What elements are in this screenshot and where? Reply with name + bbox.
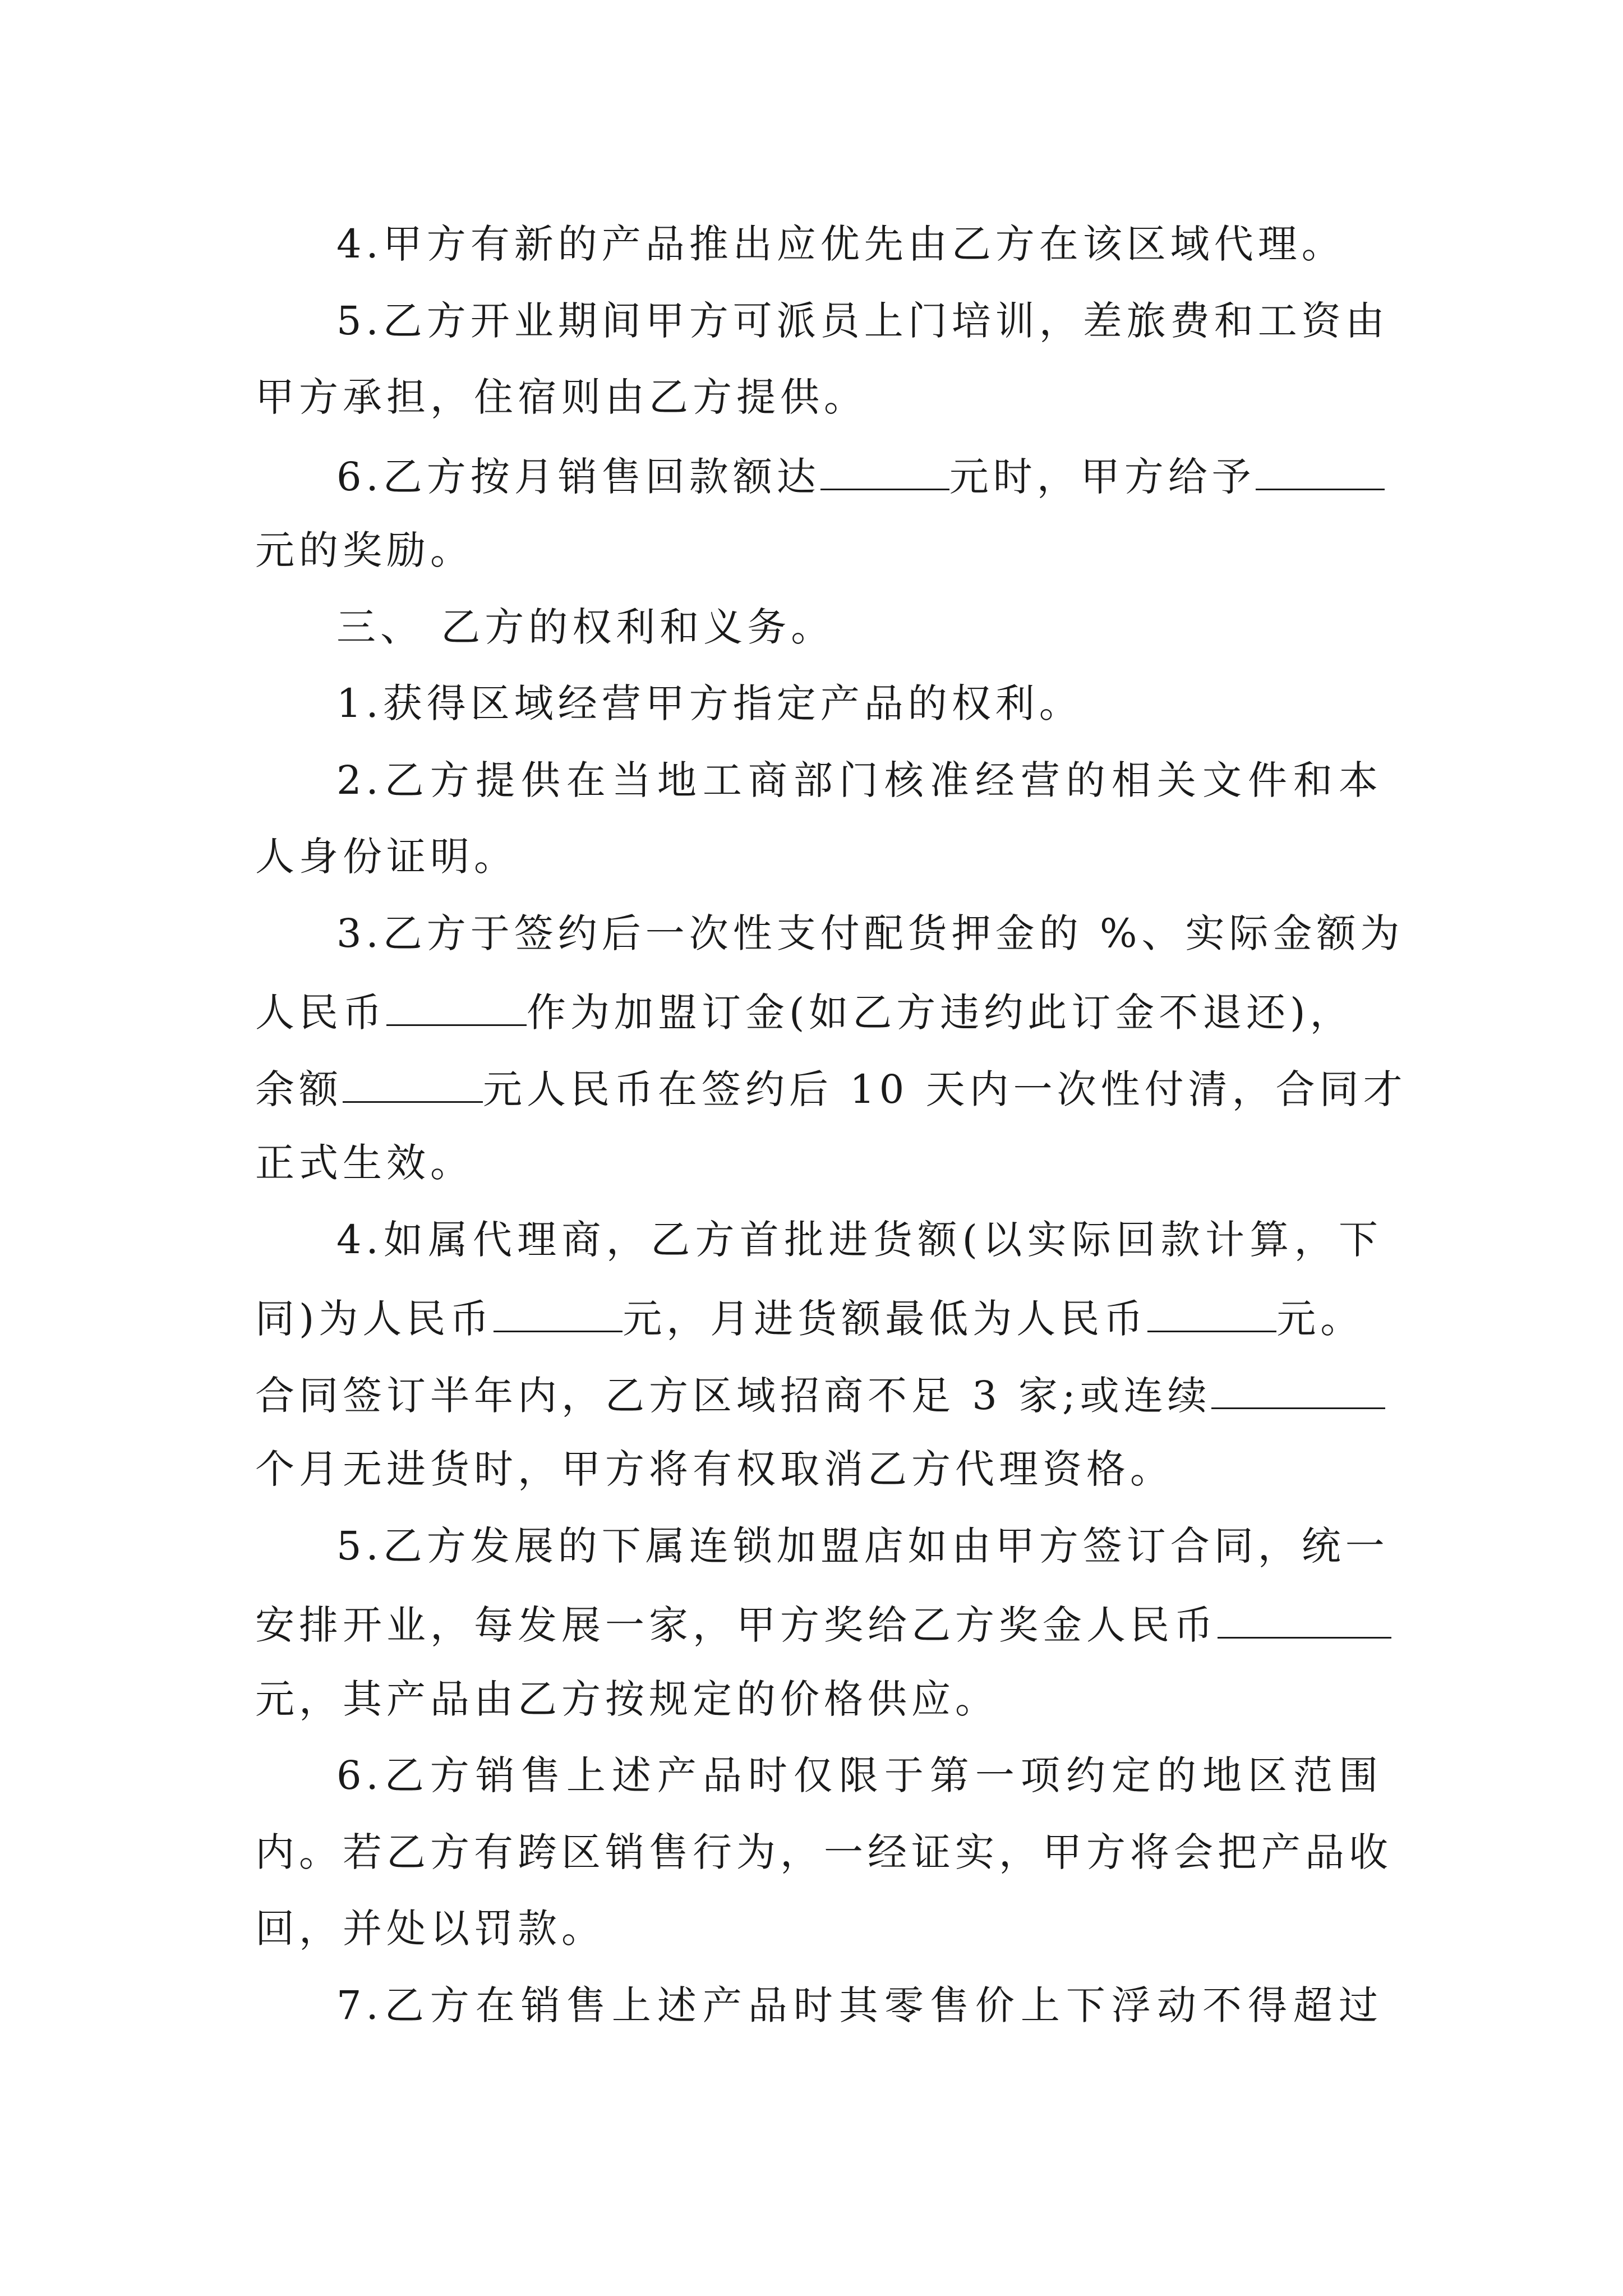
paragraph-line: 1.获得区域经营甲方指定产品的权利。 (336, 680, 1083, 726)
paragraph-line: 甲方承担，住宿则由乙方提供。 (255, 374, 868, 420)
paragraph-line (255, 1370, 1382, 1419)
paragraph-line (255, 987, 1382, 1036)
paragraph-line: 5.乙方发展的下属连锁加盟店如由甲方签订合同，统一 (336, 1523, 1389, 1569)
paragraph-line: 正式生效。 (255, 1140, 474, 1186)
line-text: 元时，甲方给予 (949, 454, 1256, 500)
fill-in-blank[interactable] (820, 452, 949, 490)
line-text: 人民币 (255, 990, 386, 1036)
fill-in-blank[interactable] (1211, 1370, 1385, 1409)
paragraph-line: 7.乙方在销售上述产品时其零售价上下浮动不得超过 (336, 1982, 1382, 2028)
fill-in-blank[interactable] (1218, 1600, 1391, 1639)
line-text: 6.乙方按月销售回款额达 (336, 454, 820, 500)
line-text: 元人民币在签约后 10 天内一次性付清，合同才 (483, 1066, 1407, 1112)
paragraph-line: 5.乙方开业期间甲方可派员上门培训，差旅费和工资由 (336, 298, 1389, 344)
fill-in-blank[interactable] (494, 1294, 623, 1332)
paragraph-line: 4.如属代理商，乙方首批进货额(以实际回款计算，下 (336, 1217, 1382, 1263)
fill-in-blank[interactable] (386, 987, 527, 1026)
line-text: 安排开业，每发展一家，甲方奖给乙方奖金人民币 (255, 1602, 1218, 1648)
paragraph-line (255, 1294, 1382, 1342)
section-heading: 三、 乙方的权利和义务。 (336, 604, 835, 650)
line-text: 元，月进货额最低为人民币 (623, 1296, 1148, 1342)
paragraph-line: 元，其产品由乙方按规定的价格供应。 (255, 1676, 999, 1722)
paragraph-line: 3.乙方于签约后一次性支付配货押金的 %、实际金额为 (336, 910, 1404, 956)
line-text: 余额 (255, 1066, 343, 1112)
line-text: 作为加盟订金(如乙方违约此订金不退还)， (527, 990, 1354, 1036)
fill-in-blank[interactable] (343, 1064, 483, 1103)
line-text: 合同签订半年内，乙方区域招商不足 3 家;或连续 (255, 1373, 1211, 1419)
paragraph-line: 6.乙方销售上述产品时仅限于第一项约定的地区范围 (336, 1752, 1382, 1798)
paragraph-line (255, 1064, 1407, 1112)
line-text: 同)为人民币 (255, 1296, 494, 1342)
paragraph-line (336, 452, 1382, 500)
paragraph-line: 回，并处以罚款。 (255, 1906, 605, 1952)
paragraph-line: 个月无进货时，甲方将有权取消乙方代理资格。 (255, 1446, 1174, 1492)
paragraph-line: 人身份证明。 (255, 834, 518, 880)
paragraph-line (255, 1600, 1382, 1648)
fill-in-blank[interactable] (1256, 452, 1385, 490)
fill-in-blank[interactable] (1147, 1294, 1276, 1332)
paragraph-line: 内。若乙方有跨区销售行为，一经证实，甲方将会把产品收 (255, 1829, 1393, 1875)
paragraph-line: 2.乙方提供在当地工商部门核准经营的相关文件和本 (336, 757, 1382, 803)
line-text: 元。 (1276, 1296, 1364, 1342)
paragraph-line: 元的奖励。 (255, 527, 474, 573)
paragraph-line: 4.甲方有新的产品推出应优先由乙方在该区域代理。 (336, 221, 1345, 267)
